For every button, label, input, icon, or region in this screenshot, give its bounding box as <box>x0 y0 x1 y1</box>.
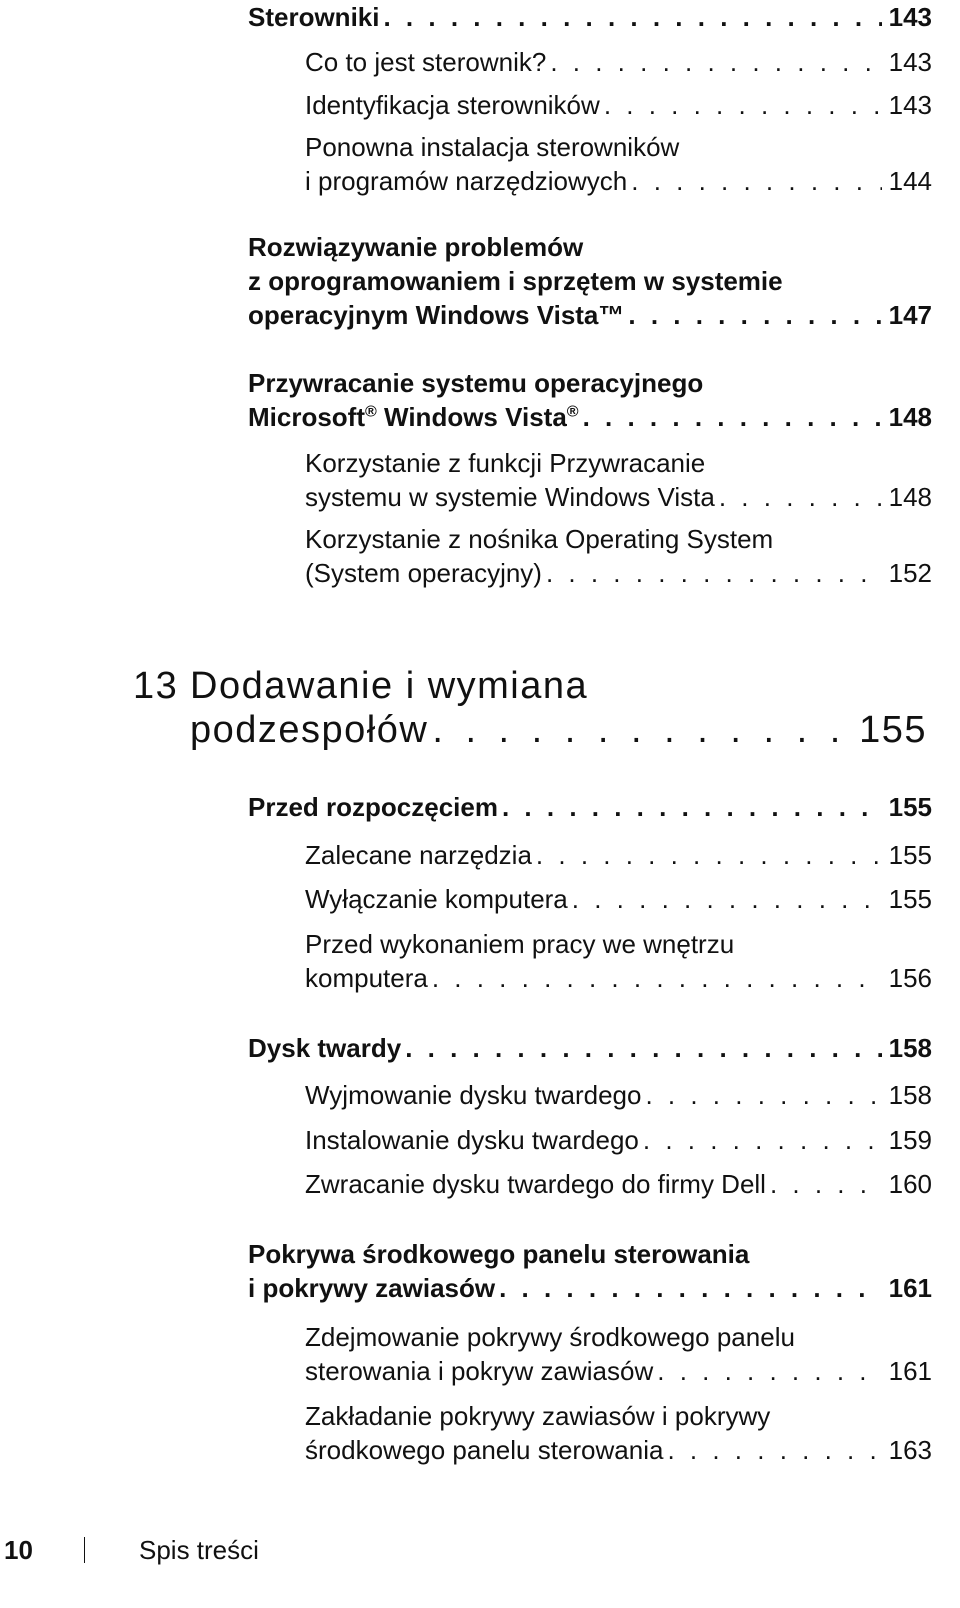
toc-entry-title-line: Rozwiązywanie problemów <box>248 232 584 262</box>
leader-dots <box>542 556 882 590</box>
toc-entry-zakladanie-pokrywy[interactable] <box>305 1399 932 1467</box>
toc-entry-instalowanie-dysku[interactable] <box>305 1123 932 1157</box>
toc-entry-title: Identyfikacja sterowników <box>305 90 600 120</box>
toc-page-number: 143 <box>888 2 932 32</box>
leader-dots <box>568 882 882 916</box>
chapter-number: 13 <box>133 665 179 707</box>
toc-entry-title-line: Korzystanie z funkcji Przywracanie <box>305 448 706 478</box>
leader-dots <box>498 790 882 824</box>
toc-entry-przywracanie-systemu[interactable] <box>248 366 932 434</box>
toc-entry-rozwiazywanie-problemow[interactable] <box>248 230 932 332</box>
toc-entry-title: i programów narzędziowych <box>305 166 628 196</box>
toc-entry-title: sterowania i pokryw zawiasów <box>305 1356 654 1386</box>
toc-page-number: 147 <box>888 300 932 330</box>
toc-page-number: 158 <box>888 1033 932 1063</box>
toc-entry-title: Zalecane narzędzia <box>305 840 532 870</box>
toc-entry-title-line: Zakładanie pokrywy zawiasów i pokrywy <box>305 1401 771 1431</box>
toc-entry-title: Przed rozpoczęciem <box>248 792 498 822</box>
toc-page-number: 163 <box>888 1435 932 1465</box>
toc-entry-przed-rozpoczeciem[interactable] <box>248 790 932 824</box>
toc-page-number: 161 <box>888 1356 932 1386</box>
toc-entry-wylaczanie-komputera[interactable] <box>305 882 932 916</box>
leader-dots <box>624 298 882 332</box>
toc-page-number: 156 <box>888 963 932 993</box>
toc-entry-title: Co to jest sterownik? <box>305 47 547 77</box>
toc-entry-title: komputera <box>305 963 428 993</box>
registered-mark: ® <box>365 403 377 421</box>
toc-entry-title: Wyłączanie komputera <box>305 884 568 914</box>
toc-entry-title-line: Przed wykonaniem pracy we wnętrzu <box>305 929 735 959</box>
leader-dots <box>546 45 882 79</box>
toc-entry-title: (System operacyjny) <box>305 558 542 588</box>
registered-mark: ® <box>566 403 579 421</box>
leader-dots <box>428 961 882 995</box>
title-part-microsoft: Microsoft <box>248 402 365 432</box>
toc-page-number: 160 <box>888 1169 932 1199</box>
toc-entry-title: i pokrywy zawiasów <box>248 1273 496 1303</box>
toc-entry-title-line: Zdejmowanie pokrywy środkowego panelu <box>305 1322 795 1352</box>
leader-dots <box>428 708 847 752</box>
leader-dots <box>641 1078 882 1112</box>
toc-page-number: 148 <box>888 402 932 432</box>
toc-entry-title <box>248 400 579 434</box>
toc-entry-pokrywa-srodkowego-panelu[interactable] <box>248 1237 932 1305</box>
toc-page-number: 144 <box>888 166 932 196</box>
toc-entry-zdejmowanie-pokrywy[interactable] <box>305 1320 932 1388</box>
chapter-title-line: Dodawanie i wymiana <box>190 665 589 707</box>
toc-entry-sterowniki[interactable] <box>248 0 932 34</box>
toc-page-number: 155 <box>888 884 932 914</box>
toc-page-number: 152 <box>888 558 932 588</box>
toc-entry-korzystanie-z-nosnika[interactable] <box>305 522 932 590</box>
toc-entry-title: Instalowanie dysku twardego <box>305 1125 639 1155</box>
toc-entry-title: Dysk twardy <box>248 1033 402 1063</box>
leader-dots <box>579 400 882 434</box>
footer-separator <box>84 1537 85 1563</box>
toc-entry-dysk-twardy[interactable] <box>248 1031 932 1065</box>
toc-entry-zwracanie-dysku[interactable] <box>305 1167 932 1201</box>
leader-dots <box>639 1123 882 1157</box>
toc-page-number: 143 <box>888 47 932 77</box>
leader-dots <box>379 0 882 34</box>
toc-entry-title: systemu w systemie Windows Vista <box>305 482 715 512</box>
toc-entry-title: operacyjnym Windows Vista™ <box>248 300 625 330</box>
toc-entry-ponowna-instalacja[interactable] <box>305 130 932 198</box>
leader-dots <box>401 1031 882 1065</box>
leader-dots <box>495 1271 882 1305</box>
leader-dots <box>715 480 882 514</box>
toc-entry-title-line: Korzystanie z nośnika Operating System <box>305 524 774 554</box>
toc-entry-zalecane-narzedzia[interactable] <box>305 838 932 872</box>
toc-entry-title: środkowego panelu sterowania <box>305 1435 664 1465</box>
chapter-title: podzespołów <box>190 709 429 751</box>
toc-page-number: 143 <box>888 90 932 120</box>
toc-entry-przed-wykonaniem-pracy[interactable] <box>305 927 932 995</box>
toc-page-number: 148 <box>888 482 932 512</box>
toc-entry-title-line: z oprogramowaniem i sprzętem w systemie <box>248 266 783 296</box>
toc-entry-title: Wyjmowanie dysku twardego <box>305 1080 642 1110</box>
toc-page-number: 155 <box>888 840 932 870</box>
toc-page-number: 158 <box>888 1080 932 1110</box>
toc-entry-title-line: Przywracanie systemu operacyjnego <box>248 368 704 398</box>
title-part-windows-vista: Windows Vista <box>376 402 567 432</box>
toc-page-number: 161 <box>888 1273 932 1303</box>
toc-entry-identyfikacja-sterownikow[interactable] <box>305 88 932 122</box>
page-footer <box>0 1530 259 1570</box>
toc-entry-korzystanie-z-funkcji[interactable] <box>305 446 932 514</box>
toc-chapter-13[interactable] <box>133 664 927 752</box>
toc-entry-title-line: Pokrywa środkowego panelu sterowania <box>248 1239 750 1269</box>
toc-entry-title-line: Ponowna instalacja sterowników <box>305 132 680 162</box>
toc-page-number: 159 <box>888 1125 932 1155</box>
leader-dots <box>627 164 882 198</box>
leader-dots <box>766 1167 882 1201</box>
toc-page-number: 155 <box>859 709 927 751</box>
footer-page-number: 10 <box>4 1535 33 1565</box>
leader-dots <box>532 838 882 872</box>
toc-entry-wyjmowanie-dysku[interactable] <box>305 1078 932 1112</box>
toc-entry-title: Sterowniki <box>248 2 380 32</box>
toc-entry-title: Zwracanie dysku twardego do firmy Dell <box>305 1169 766 1199</box>
leader-dots <box>600 88 882 122</box>
leader-dots <box>653 1354 882 1388</box>
footer-section-title: Spis treści <box>139 1535 259 1565</box>
toc-entry-co-to-jest-sterownik[interactable] <box>305 45 932 79</box>
leader-dots <box>663 1433 882 1467</box>
toc-page-number: 155 <box>888 792 932 822</box>
